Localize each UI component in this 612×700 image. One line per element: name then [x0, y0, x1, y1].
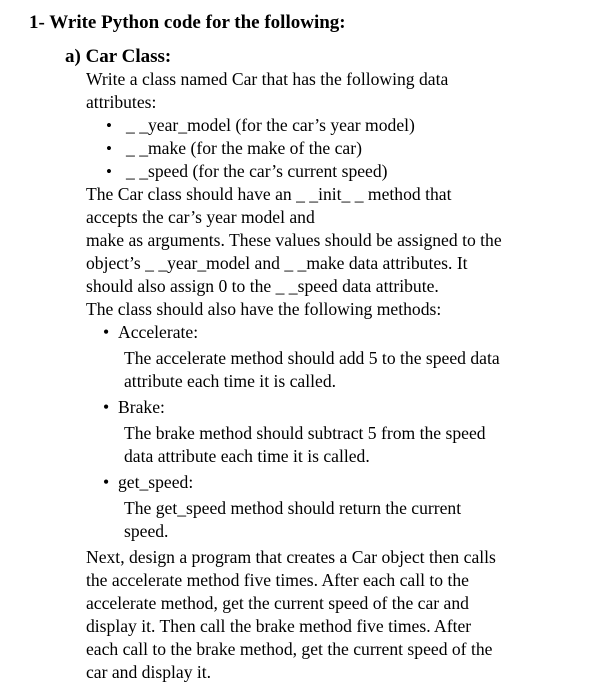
question-heading: 1- Write Python code for the following: — [29, 12, 346, 33]
init-line: object’s _ _year_model and _ _make data attributes. It — [86, 253, 468, 273]
attribute-text: _ _year_model (for the car’s year model) — [126, 115, 415, 135]
method-desc-line: speed. — [124, 521, 169, 541]
method-name — [103, 471, 605, 494]
method-label: Brake: — [118, 397, 165, 417]
program-line: accelerate method, get the current speed of the car and — [86, 593, 469, 613]
method-description — [124, 497, 605, 543]
program-line: Next, design a program that creates a Car object then calls — [86, 547, 496, 567]
attribute-text: _ _make (for the make of the car) — [126, 138, 362, 158]
program-line: the accelerate method five times. After each call to the — [86, 570, 469, 590]
method-description — [124, 422, 605, 468]
program-line: each call to the brake method, get the current speed of the — [86, 639, 493, 659]
method-label: Accelerate: — [118, 322, 199, 342]
init-line: make as arguments. These values should be assigned to the — [86, 230, 502, 250]
bullet-icon: • — [103, 472, 110, 492]
method-accelerate — [103, 321, 605, 393]
bullet-icon: • — [106, 116, 112, 135]
attribute-text: _ _speed (for the car’s current speed) — [126, 161, 388, 181]
program-line: display it. Then call the brake method five times. After — [86, 616, 472, 636]
attribute-item — [106, 114, 605, 137]
method-desc-line: The accelerate method should add 5 to the speed data — [124, 348, 500, 368]
method-desc-line: data attribute each time it is called. — [124, 446, 370, 466]
init-line: accepts the car’s year model and — [86, 207, 315, 227]
bullet-icon: • — [106, 139, 112, 158]
attribute-item — [106, 160, 605, 183]
program-line: car and display it. — [86, 662, 212, 682]
intro-line: Write a class named Car that has the following data — [86, 69, 449, 89]
intro-line: attributes: — [86, 92, 157, 112]
method-desc-line: The brake method should subtract 5 from the speed — [124, 423, 486, 443]
init-line: The class should also have the following methods: — [86, 299, 442, 319]
bullet-icon: • — [103, 322, 110, 342]
method-get-speed — [103, 471, 605, 543]
section-body — [86, 68, 605, 684]
bullet-icon: • — [103, 397, 110, 417]
method-name — [103, 321, 605, 344]
attribute-item — [106, 137, 605, 160]
method-name — [103, 396, 605, 419]
init-line: should also assign 0 to the _ _speed data attribute. — [86, 276, 439, 296]
attribute-list — [86, 114, 605, 183]
method-desc-line: attribute each time it is called. — [124, 371, 337, 391]
method-label: get_speed: — [118, 472, 194, 492]
method-desc-line: The get_speed method should return the current — [124, 498, 462, 518]
section-title: a) Car Class: — [65, 46, 172, 67]
bullet-icon: • — [106, 162, 112, 181]
init-line: The Car class should have an _ _init_ _ method that — [86, 184, 452, 204]
method-description — [124, 347, 605, 393]
car-class-section — [65, 46, 605, 684]
method-brake — [103, 396, 605, 468]
